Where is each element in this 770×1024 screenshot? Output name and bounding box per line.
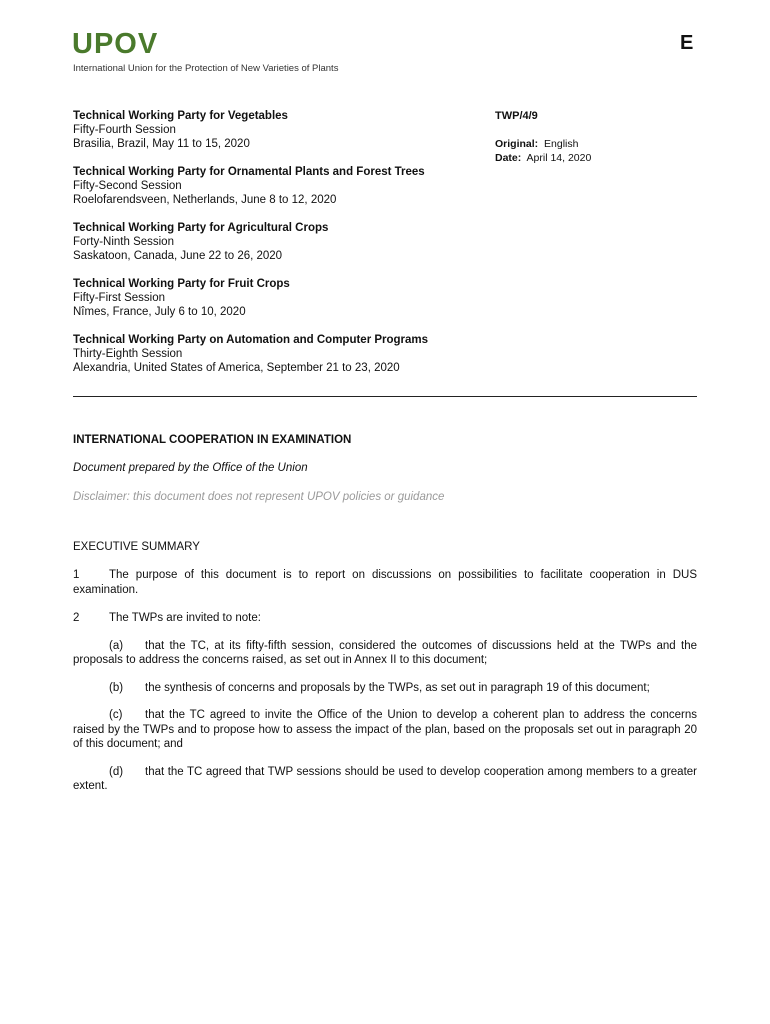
session-title: Technical Working Party on Automation and Computer Programs bbox=[73, 334, 429, 346]
sub-item-text: that the TC agreed to invite the Office of the Union to develop a coherent plan to address the concerns raised by the TWPs and to propose how to assess the impact of the plan, based on the proposals set out in paragraph 20 of this document; and bbox=[73, 709, 697, 750]
session-location: Nîmes, France, July 6 to 10, 2020 bbox=[73, 306, 246, 318]
language-code: E bbox=[680, 32, 694, 54]
sub-item bbox=[73, 708, 697, 752]
paragraph bbox=[73, 611, 697, 626]
original-label: Original: bbox=[495, 138, 539, 150]
executive-summary-heading: EXECUTIVE SUMMARY bbox=[73, 540, 200, 553]
paragraph-text: The TWPs are invited to note: bbox=[109, 612, 261, 624]
document-code: TWP/4/9 bbox=[495, 110, 538, 122]
sub-item-text: the synthesis of concerns and proposals by the TWPs, as set out in paragraph 19 of this document; bbox=[145, 681, 650, 694]
sub-item-number: (b) bbox=[109, 681, 124, 694]
session-location: Roelofarendsveen, Netherlands, June 8 to 12, 2020 bbox=[73, 194, 337, 206]
document-reference bbox=[495, 109, 591, 165]
session-block bbox=[73, 333, 493, 375]
paragraph-text: The purpose of this document is to report on discussions on possibilities to facilitate cooperation in DUS examination. bbox=[73, 569, 697, 596]
session-block bbox=[73, 221, 493, 263]
sub-item-number: (a) bbox=[109, 639, 124, 652]
original-value: English bbox=[544, 138, 579, 150]
upov-logo-graphic bbox=[72, 26, 172, 58]
original-language bbox=[495, 137, 591, 151]
session-location: Saskatoon, Canada, June 22 to 26, 2020 bbox=[73, 250, 283, 262]
document-body bbox=[73, 433, 697, 794]
session-block bbox=[73, 109, 493, 151]
session-list bbox=[73, 109, 493, 389]
prepared-by: Document prepared by the Office of the Union bbox=[73, 461, 308, 474]
disclaimer: Disclaimer: this document does not represent UPOV policies or guidance bbox=[73, 491, 445, 503]
session-location: Alexandria, United States of America, September 21 to 23, 2020 bbox=[73, 362, 400, 374]
sub-item bbox=[73, 681, 697, 696]
session-number: Fifty-Fourth Session bbox=[73, 124, 176, 136]
session-number: Fifty-Second Session bbox=[73, 180, 182, 192]
session-number: Thirty-Eighth Session bbox=[73, 348, 183, 360]
session-title: Technical Working Party for Vegetables bbox=[73, 110, 288, 122]
header-divider bbox=[73, 396, 697, 397]
sub-item bbox=[73, 639, 697, 668]
sub-item-text: that the TC, at its fifty-fifth session, considered the outcomes of discussions held at the TWPs and the proposals to address the concerns raised, as set out in Annex II to this document; bbox=[73, 639, 697, 666]
paragraph-number: 1 bbox=[73, 569, 80, 581]
sub-item bbox=[73, 765, 697, 794]
session-block bbox=[73, 277, 493, 319]
session-location: Brasilia, Brazil, May 11 to 15, 2020 bbox=[73, 138, 250, 150]
document-title: INTERNATIONAL COOPERATION IN EXAMINATION bbox=[73, 434, 352, 446]
session-number: Forty-Ninth Session bbox=[73, 236, 174, 248]
session-title: Technical Working Party for Ornamental Plants and Forest Trees bbox=[73, 166, 425, 178]
organization-name: International Union for the Protection of New Varieties of Plants bbox=[73, 63, 339, 74]
document-date bbox=[495, 151, 591, 165]
paragraph bbox=[73, 568, 697, 597]
sub-item-number: (c) bbox=[109, 709, 123, 721]
date-label: Date: bbox=[495, 152, 522, 164]
session-title: Technical Working Party for Agricultural Crops bbox=[73, 222, 329, 234]
session-number: Fifty-First Session bbox=[73, 292, 166, 304]
paragraph-number: 2 bbox=[73, 612, 80, 624]
date-value: April 14, 2020 bbox=[526, 152, 592, 164]
session-block bbox=[73, 165, 493, 207]
logo-text: UPOV bbox=[72, 28, 159, 58]
session-title: Technical Working Party for Fruit Crops bbox=[73, 278, 290, 290]
upov-logo bbox=[72, 26, 172, 58]
sub-item-text: that the TC agreed that TWP sessions should be used to develop cooperation among members to a greater extent. bbox=[73, 765, 697, 792]
sub-item-number: (d) bbox=[109, 765, 124, 778]
